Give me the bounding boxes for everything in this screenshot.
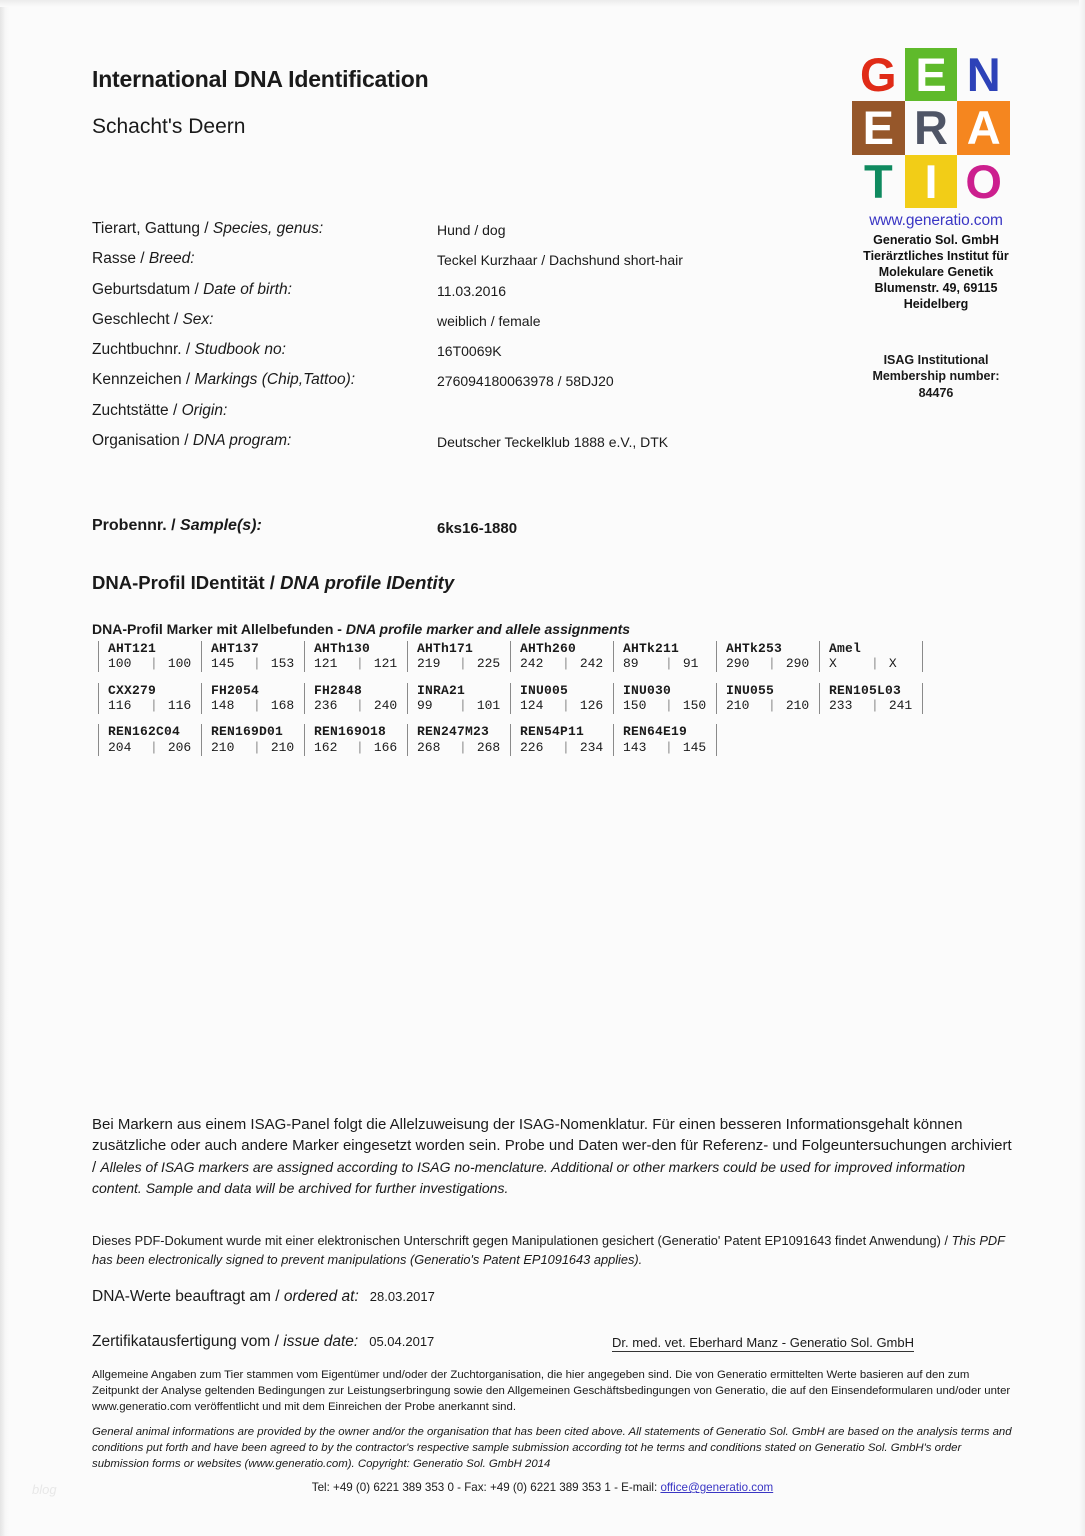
marker-alleles	[417, 698, 506, 714]
marker-allele-1: 226	[520, 739, 544, 755]
marker-cell	[407, 641, 510, 672]
marker-allele-separator: |	[150, 739, 158, 755]
marker-allele-2: 116	[167, 698, 192, 714]
marker-allele-2: 242	[579, 656, 604, 672]
marker-name: REN169O18	[314, 724, 387, 740]
marker-name: FH2848	[314, 682, 363, 698]
marker-alleles	[829, 698, 918, 714]
marker-allele-separator: |	[253, 739, 261, 755]
marker-name: FH2054	[211, 682, 260, 698]
marker-alleles	[314, 656, 403, 672]
marker-alleles	[623, 656, 712, 672]
marker-name: INU030	[623, 682, 672, 698]
marker-allele-2: 153	[270, 656, 295, 672]
marker-alleles	[623, 698, 712, 714]
logo-letter-a: A	[957, 101, 1010, 154]
marker-allele-1: 99	[417, 698, 433, 714]
logo-letter-r: R	[914, 101, 948, 155]
marker-name: AHTk253	[726, 641, 783, 656]
logo-letter-n: N	[966, 48, 1001, 102]
marker-cell	[98, 724, 201, 755]
fineprint-english: General animal informations are provided by the owner and/or the organisation that has been cited above. All statements of Generatio Sol. GmbH are based on the analysis terms and conditions put forth and have been agreed to by the contractor's respective sample submission according tot he terms and conditions stated on Generatio Sol. GmbH's order submission forms or websites (www.generatio.com). Copyright: Generatio Sol. GmbH 2014	[92, 1426, 1012, 1471]
animal-name: Schacht's Deern	[92, 115, 246, 138]
marker-name: AHTh260	[520, 641, 577, 656]
isag-membership-line2: Membership number:	[872, 369, 1000, 384]
marker-allele-1: 233	[829, 698, 853, 714]
marker-allele-2: 240	[373, 698, 398, 714]
marker-allele-separator: |	[562, 698, 570, 714]
page-watermark: blog	[32, 1482, 57, 1497]
ordered-date-value: 28.03.2017	[369, 1289, 435, 1304]
info-row-label: Rasse / Breed:	[92, 250, 195, 268]
dna-marker-table	[98, 641, 932, 766]
marker-cell	[407, 683, 510, 714]
info-row-value: weiblich / female	[437, 312, 541, 329]
marker-allele-2: 168	[270, 698, 295, 714]
marker-name: REN105L03	[829, 682, 902, 698]
marker-cell	[201, 641, 304, 672]
isag-membership-number: 84476	[918, 385, 954, 400]
marker-name: INU005	[520, 682, 569, 698]
logo-letter-e2: E	[852, 101, 905, 154]
marker-allele-1: 290	[726, 656, 750, 672]
marker-allele-separator: |	[665, 656, 673, 672]
info-row-value: 11.03.2016	[437, 282, 507, 299]
info-row-value: Hund / dog	[437, 222, 506, 238]
marker-allele-separator: |	[356, 739, 364, 755]
issue-date-label: Zertifikatausfertigung vom	[92, 1333, 271, 1350]
marker-name: CXX279	[108, 682, 157, 698]
marker-allele-2: 225	[476, 656, 501, 672]
marker-allele-separator: |	[871, 698, 879, 714]
info-row-label: Geburtsdatum / Date of birth:	[92, 280, 292, 298]
marker-allele-1: 236	[314, 698, 338, 714]
marker-alleles	[623, 740, 712, 756]
marker-allele-separator: |	[253, 698, 261, 714]
marker-allele-1: 143	[623, 739, 647, 755]
marker-alleles	[314, 698, 403, 714]
ordered-date-row: DNA-Werte beauftragt am / ordered at: 28.03.2017	[92, 1288, 435, 1305]
logo-letter-e1: E	[905, 48, 958, 101]
info-row-value: 276094180063978 / 58DJ20	[437, 373, 614, 390]
sample-number-value: 6ks16-1880	[437, 520, 518, 537]
page-title: International DNA Identification	[92, 66, 429, 92]
marker-allele-1: 204	[108, 739, 132, 755]
marker-cell	[613, 683, 716, 714]
info-row	[92, 250, 852, 280]
marker-name: Amel	[829, 641, 862, 656]
marker-allele-1: 124	[520, 698, 544, 714]
info-row-label: Zuchtstätte / Origin:	[92, 401, 228, 419]
info-row-label: Tierart, Gattung / Species, genus:	[92, 220, 324, 237]
logo-letter-t: T	[863, 154, 893, 208]
marker-cell	[201, 683, 304, 714]
marker-alleles	[314, 740, 403, 756]
marker-allele-1: 210	[211, 739, 235, 755]
marker-allele-2: 126	[579, 698, 604, 714]
isag-membership-block	[852, 352, 1020, 401]
info-row	[92, 311, 852, 341]
marker-allele-2: X	[888, 656, 897, 672]
marker-name: REN64E19	[623, 724, 688, 740]
marker-name: AHTh130	[314, 641, 371, 656]
marker-cell	[716, 641, 819, 672]
marker-allele-separator: |	[768, 656, 776, 672]
dna-profile-heading: DNA-Profil IDentität / DNA profile IDentity	[92, 572, 455, 593]
issue-date-row: Zertifikatausfertigung vom / issue date: 05.04.2017	[92, 1333, 435, 1350]
marker-allele-separator: |	[562, 656, 570, 672]
marker-alleles	[520, 740, 609, 756]
marker-allele-2: 91	[682, 656, 699, 672]
marker-allele-1: 242	[520, 656, 544, 672]
company-address-line: Blumenstr. 49, 69115	[874, 281, 998, 295]
info-row-value: Teckel Kurzhaar / Dachshund short-hair	[437, 252, 683, 269]
marker-name: AHT137	[211, 641, 260, 656]
marker-row-end	[716, 724, 726, 755]
marker-allele-1: 210	[726, 698, 750, 714]
marker-alleles	[726, 656, 815, 672]
marker-alleles	[211, 740, 300, 756]
info-row-label: Kennzeichen / Markings (Chip,Tattoo):	[92, 371, 356, 389]
marker-alleles	[211, 698, 300, 714]
marker-allele-separator: |	[253, 656, 261, 672]
marker-cell	[304, 641, 407, 672]
marker-cell	[304, 683, 407, 714]
marker-allele-2: 268	[476, 739, 501, 755]
signatory-name: Dr. med. vet. Eberhard Manz - Generatio Sol. GmbH	[612, 1335, 915, 1350]
marker-allele-1: 148	[211, 698, 235, 714]
contact-text: Tel: +49 (0) 6221 389 353 0 - Fax: +49 (0) 6221 389 353 1 - E-mail:	[311, 1481, 661, 1494]
marker-row-end	[922, 683, 932, 714]
marker-alleles	[829, 656, 918, 672]
marker-allele-2: 210	[785, 698, 810, 714]
marker-allele-1: 121	[314, 656, 338, 672]
marker-allele-2: 150	[682, 698, 707, 714]
marker-allele-1: 89	[623, 656, 639, 672]
marker-alleles	[108, 698, 197, 714]
marker-allele-1: 219	[417, 656, 441, 672]
marker-alleles	[211, 656, 300, 672]
marker-allele-2: 241	[888, 698, 913, 714]
marker-cell	[716, 683, 819, 714]
marker-allele-separator: |	[665, 739, 673, 755]
marker-alleles	[417, 656, 506, 672]
marker-cell	[407, 724, 510, 755]
marker-allele-2: 145	[682, 739, 707, 755]
marker-alleles	[108, 656, 197, 672]
marker-name: REN169D01	[211, 724, 284, 740]
isag-membership-line1: ISAG Institutional	[883, 353, 989, 367]
marker-allele-separator: |	[665, 698, 673, 714]
company-address-line: Tierärztliches Institut für	[863, 249, 1009, 263]
marker-name: AHT121	[108, 641, 157, 656]
contact-email-link[interactable]: office@generatio.com	[660, 1481, 774, 1494]
marker-row-end	[922, 641, 932, 672]
info-row-value: 16T0069K	[437, 343, 502, 360]
marker-name: AHTh171	[417, 641, 474, 656]
marker-allele-1: 100	[108, 656, 132, 672]
logo-letter-i: I	[905, 155, 958, 208]
marker-allele-separator: |	[562, 739, 570, 755]
marker-cell	[613, 724, 716, 755]
marker-name: AHTk211	[623, 641, 680, 656]
info-row-label: Geschlecht / Sex:	[92, 310, 214, 328]
info-row-label: Zuchtbuchnr. / Studbook no:	[92, 341, 286, 359]
company-address-line: Generatio Sol. GmbH	[873, 233, 999, 247]
info-row	[92, 402, 852, 432]
marker-allele-1: 116	[108, 698, 132, 714]
marker-allele-1: 268	[417, 739, 441, 755]
generatio-logo-icon	[852, 48, 1010, 208]
marker-row	[98, 641, 932, 672]
sample-number-label: Probennr. / Sample(s):	[92, 517, 262, 534]
marker-allele-1: 145	[211, 656, 235, 672]
marker-cell	[510, 641, 613, 672]
info-row-label: Organisation / DNA program:	[92, 432, 292, 450]
marker-name: REN54P11	[520, 724, 585, 740]
generatio-logo-block	[852, 48, 1020, 312]
marker-allele-separator: |	[356, 656, 364, 672]
info-row	[92, 220, 852, 250]
marker-allele-separator: |	[459, 698, 467, 714]
logo-letter-o: O	[965, 154, 1002, 208]
marker-name: REN247M23	[417, 724, 490, 740]
marker-cell	[819, 641, 922, 672]
marker-alleles	[520, 656, 609, 672]
marker-allele-separator: |	[871, 656, 879, 672]
marker-allele-2: 100	[167, 656, 192, 672]
company-address-line: Heidelberg	[903, 297, 969, 311]
logo-letter-g: G	[860, 48, 897, 102]
marker-row	[98, 724, 932, 755]
marker-allele-separator: |	[459, 739, 467, 755]
marker-section-heading: DNA-Profil Marker mit Allelbefunden - DNA profile marker and allele assignments	[92, 621, 631, 637]
marker-cell	[304, 724, 407, 755]
marker-allele-separator: |	[459, 656, 467, 672]
marker-allele-1: X	[829, 656, 837, 672]
company-address	[852, 232, 1020, 312]
company-address-line: Molekulare Genetik	[878, 265, 994, 279]
marker-allele-separator: |	[356, 698, 364, 714]
issue-date-value: 05.04.2017	[369, 1334, 435, 1349]
marker-allele-1: 150	[623, 698, 647, 714]
marker-allele-2: 101	[476, 698, 501, 714]
marker-cell	[510, 683, 613, 714]
marker-allele-separator: |	[150, 698, 158, 714]
marker-allele-2: 121	[373, 656, 398, 672]
marker-allele-2: 234	[579, 739, 604, 755]
marker-cell	[98, 641, 201, 672]
isag-nomenclature-note: Bei Markern aus einem ISAG-Panel folgt die Allelzuweisung der ISAG-Nomenklatur. Für einen besseren Informationsgehalt können zusätzliche oder auch andere Marker eingesetzt worden sein. Probe und Daten wer-den für Referenz- und Folgeuntersuchungen archiviert / Alleles of ISAG markers are assigned according to ISAG no-menclature. Additional or other markers could be used for improved information content. Sample and data will be archived for further investigations.	[92, 1116, 1012, 1196]
info-row	[92, 371, 852, 401]
marker-cell	[819, 683, 922, 714]
info-row-value: Deutscher Teckelklub 1888 e.V., DTK	[437, 434, 669, 451]
marker-cell	[613, 641, 716, 672]
marker-allele-2: 290	[785, 656, 810, 672]
info-row	[92, 341, 852, 371]
marker-name: INU055	[726, 682, 775, 698]
marker-allele-2: 210	[270, 739, 295, 755]
marker-allele-separator: |	[768, 698, 776, 714]
contact-footer	[0, 1481, 1085, 1494]
marker-cell	[201, 724, 304, 755]
marker-alleles	[520, 698, 609, 714]
fineprint-german: Allgemeine Angaben zum Tier stammen vom Eigentümer und/oder der Zuchtorganisation, die hier angegeben sind. Die von Generatio ermittelten Werte basieren auf den zum Zeitpunkt der Analyse geltenden Bedingungen zur Leistungserbringung sowie den Allgemeinen Geschäftsbedingungen von Generatio, die auf den Einsendeformularen und/oder unter www.generatio.com veröffentlicht und mit dem Einreichen der Probe anerkannt sind.	[92, 1369, 1011, 1414]
marker-row	[98, 683, 932, 714]
marker-alleles	[108, 740, 197, 756]
marker-cell	[98, 683, 201, 714]
marker-alleles	[726, 698, 815, 714]
info-row	[92, 432, 852, 462]
marker-alleles	[417, 740, 506, 756]
marker-allele-2: 166	[373, 739, 398, 755]
info-row	[92, 281, 852, 311]
marker-cell	[510, 724, 613, 755]
marker-allele-2: 206	[167, 739, 192, 755]
marker-allele-separator: |	[150, 656, 158, 672]
ordered-date-label: DNA-Werte beauftragt am	[92, 1288, 271, 1305]
pdf-signature-note: Dieses PDF-Dokument wurde mit einer elektronischen Unterschrift gegen Manipulationen gesichert (Generatio' Patent EP1091643 findet Anwendung) / This PDF has been electronically signed to prevent manipulations (Generatio's Patent EP1091643 applies).	[92, 1233, 1005, 1267]
marker-name: INRA21	[417, 682, 466, 698]
marker-allele-1: 162	[314, 739, 338, 755]
company-website-link[interactable]: www.generatio.com	[869, 212, 1003, 229]
animal-info-table	[92, 220, 852, 462]
marker-name: REN162C04	[108, 724, 181, 740]
